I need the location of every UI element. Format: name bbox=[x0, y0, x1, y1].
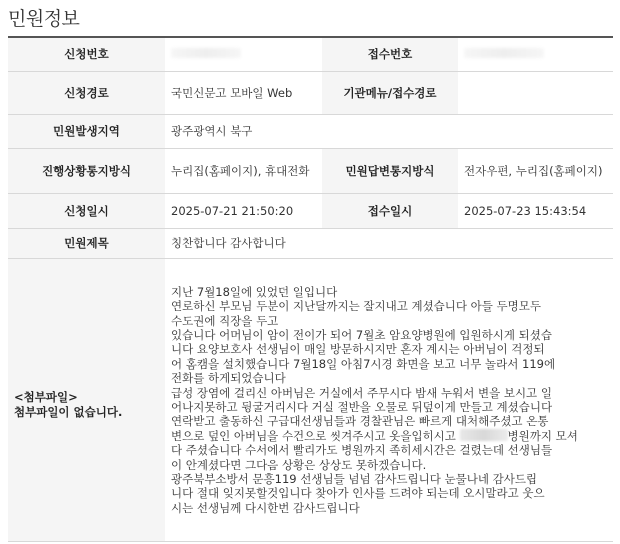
attachment-cell bbox=[8, 259, 165, 542]
receipt-no-value bbox=[165, 37, 322, 72]
table-row bbox=[8, 194, 613, 229]
complaint-info-table bbox=[8, 36, 613, 542]
attachment-none-text: 첨부파일이 없습니다. bbox=[14, 405, 123, 419]
receipt-no-label: 신청번호 bbox=[8, 37, 165, 72]
table-row bbox=[8, 259, 613, 542]
receive-date-label: 접수일시 bbox=[322, 194, 458, 229]
region-label: 민원발생지역 bbox=[8, 115, 165, 149]
receive-date-value: 2025-07-23 15:43:54 bbox=[458, 194, 613, 229]
content-part-1: 지난 7월18일에 있었던 일입니다 연로하신 부모님 두분이 지난달까지는 잘지내고 계셨습니다 아들 두명모두 수도권에 직장을 두고 있습니다 어머님이 암이 전이가 되어 7월초 암요양병원에 입원하시게 되셨습 니다 요양보호사 선생님이 매일 방문하시지만 혼자 계시는 아버님이 걱정되 어 홈캠을 설치했습니다 7월18일 아침7시경 화면을 보고 너무 놀라서 119에 전화를 하게되었습니다 급성 장염에 걸리신 아버님은 거실에서 주무시다 밤새 누워서 변을 보시고 일 어나지못하고 뒹굴거리시다 거실 절반을 오물로 뒤덮이게 만들고 계셨습니다 연락받고 출동하신 구급대선생님들과 경찰관님은 빠르게 대처해주셨고 온통 변으로 덮인 아버님을 수건으로 씻겨주시고 옷을입히시고 bbox=[171, 284, 556, 443]
region-value: 광주광역시 북구 bbox=[165, 115, 613, 149]
route-value: 국민신문고 모바일 Web bbox=[165, 72, 322, 115]
table-row bbox=[8, 149, 613, 194]
agency-menu-label: 기관메뉴/접수경로 bbox=[322, 72, 458, 115]
reg-no-value bbox=[458, 37, 613, 72]
redacted-hospital-name bbox=[460, 429, 508, 441]
complaint-content bbox=[171, 285, 607, 516]
answer-notify-value: 전자우편, 누리집(홈페이지) bbox=[458, 149, 613, 194]
complaint-body bbox=[165, 259, 613, 542]
route-label: 신청경로 bbox=[8, 72, 165, 115]
progress-notify-value: 누리집(홈페이지), 휴대전화 bbox=[165, 149, 322, 194]
apply-date-label: 신청일시 bbox=[8, 194, 165, 229]
progress-notify-label: 진행상황통지방식 bbox=[8, 149, 165, 194]
page-title: 민원정보 bbox=[8, 8, 80, 30]
apply-date-value: 2025-07-21 21:50:20 bbox=[165, 194, 322, 229]
table-row bbox=[8, 72, 613, 115]
answer-notify-label: 민원답변통지방식 bbox=[322, 149, 458, 194]
reg-no-label: 접수번호 bbox=[322, 37, 458, 72]
agency-menu-value bbox=[458, 72, 613, 115]
table-row bbox=[8, 37, 613, 72]
table-row bbox=[8, 229, 613, 259]
subject-label: 민원제목 bbox=[8, 229, 165, 259]
redacted-value bbox=[171, 48, 241, 58]
redacted-value bbox=[464, 48, 544, 58]
content-part-2: 병원까지 모셔 다 주셨습니다 수서에서 빨리가도 병원까지 족히세시간은 걸렸는데 선생님들 이 안계셨다면 그다음 상황은 상상도 못하겠습니다. 광주북부소방서 문흥119 선생님들 넘넘 감사드립니다 눈물나네 감사드립 니다 절대 잊지못할것입니다 찾아가 인사를 드려야 되는데 오시말라고 웃으 시는 선생님께 다시한번 감사드립니다 bbox=[171, 428, 578, 515]
table-row bbox=[8, 115, 613, 149]
attachment-label: <첨부파일> bbox=[14, 390, 78, 404]
subject-value: 칭찬합니다 감사합니다 bbox=[165, 229, 613, 259]
